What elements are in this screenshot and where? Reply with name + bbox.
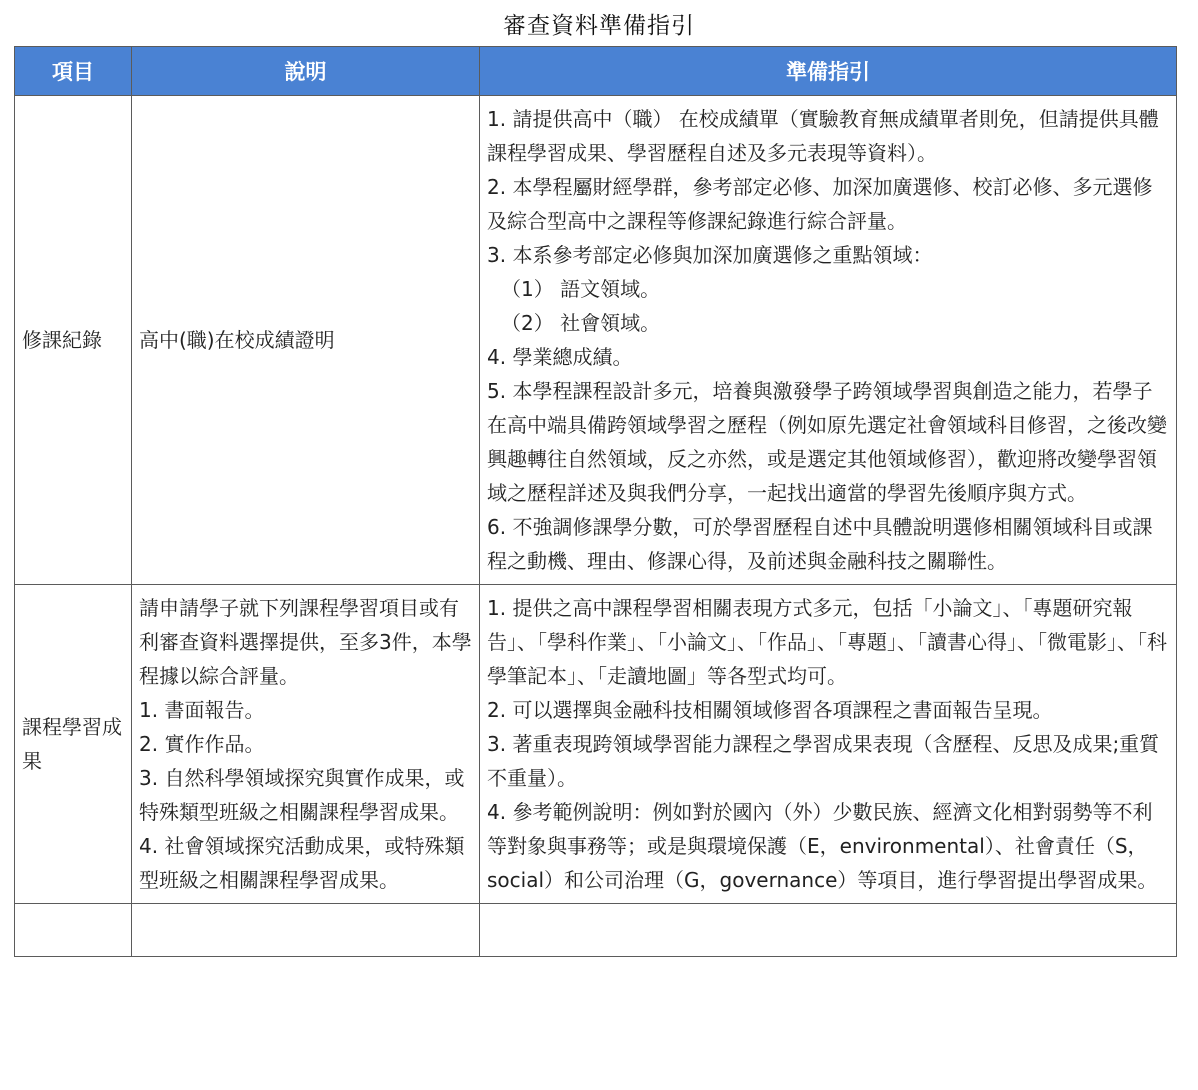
table-row — [15, 585, 1177, 904]
row-item-label: 修課紀錄 — [22, 328, 102, 352]
description-line: 1. 書面報告。 — [139, 698, 265, 722]
guide-subline: （1） 語文領域。 — [501, 277, 661, 301]
row-guide-cell — [480, 585, 1177, 904]
row-description-cell — [132, 904, 480, 957]
guide-subline: （2） 社會領域。 — [501, 311, 661, 335]
table-row-continued — [15, 904, 1177, 957]
description-line: 3. 自然科學領域探究與實作成果，或特殊類型班級之相關課程學習成果。 — [139, 766, 465, 824]
guide-line: 6. 不強調修課學分數，可於學習歷程自述中具體說明選修相關領域科目或課程之動機、理由、修課心得，及前述與金融科技之關聯性。 — [487, 515, 1153, 573]
description-line: 高中(職)在校成績證明 — [139, 328, 335, 352]
guide-line: 1. 請提供高中（職） 在校成績單（實驗教育無成績單者則免，但請提供具體課程學習成果、學習歷程自述及多元表現等資料）。 — [487, 107, 1159, 165]
table-row — [15, 96, 1177, 585]
guide-line: 2. 本學程屬財經學群，參考部定必修、加深加廣選修、校訂必修、多元選修及綜合型高中之課程等修課紀錄進行綜合評量。 — [487, 175, 1153, 233]
header-item: 項目 — [15, 47, 132, 96]
guide-line: 4. 學業總成績。 — [487, 345, 633, 369]
table-header-row — [15, 47, 1177, 96]
description-line: 4. 社會領域探究活動成果，或特殊類型班級之相關課程學習成果。 — [139, 834, 465, 892]
row-guide-cell — [480, 96, 1177, 585]
guide-line: 2. 可以選擇與金融科技相關領域修習各項課程之書面報告呈現。 — [487, 698, 1053, 722]
guide-line: 1. 提供之高中課程學習相關表現方式多元，包括「小論文」、「專題研究報告」、「學科作業」、「小論文」、「作品」、「專題」、「讀書心得」、「微電影」、「科學筆記本」、「走讀地圖」等各型式均可。 — [487, 596, 1167, 688]
page-title: 審查資料準備指引 — [503, 13, 695, 39]
description-line: 2. 實作作品。 — [139, 732, 265, 756]
row-description-cell — [132, 585, 480, 904]
row-item-label: 課程學習成果 — [22, 715, 122, 773]
guide-line: 5. 本學程課程設計多元，培養與激發學子跨領域學習與創造之能力，若學子在高中端具備跨領域學習之歷程（例如原先選定社會領域科目修習，之後改變興趣轉往自然領域，反之亦然，或是選定其他領域修習），歡迎將改變學習領域之歷程詳述及與我們分享，一起找出適當的學習先後順序與方式。 — [487, 379, 1167, 505]
description-line: 請申請學子就下列課程學習項目或有利審查資料選擇提供，至多3件，本學程據以綜合評量。 — [139, 596, 472, 688]
row-item-cell — [15, 904, 132, 957]
guide-line: 3. 著重表現跨領域學習能力課程之學習成果表現（含歷程、反思及成果;重質不重量）。 — [487, 732, 1160, 790]
guide-line: 4. 參考範例說明：例如對於國內（外）少數民族、經濟文化相對弱勢等不利等對象與事務等；或是與環境保護（E，environmental）、社會責任（S，social）和公司治理（G，governance）等項目，進行學習提出學習成果。 — [487, 800, 1158, 892]
row-description-cell — [132, 96, 480, 585]
row-item-cell — [15, 585, 132, 904]
header-description: 說明 — [132, 47, 480, 96]
guide-table — [14, 46, 1177, 957]
header-guide: 準備指引 — [480, 47, 1177, 96]
row-guide-cell — [480, 904, 1177, 957]
guide-line: 3. 本系參考部定必修與加深加廣選修之重點領域： — [487, 243, 933, 267]
row-item-cell — [15, 96, 132, 585]
